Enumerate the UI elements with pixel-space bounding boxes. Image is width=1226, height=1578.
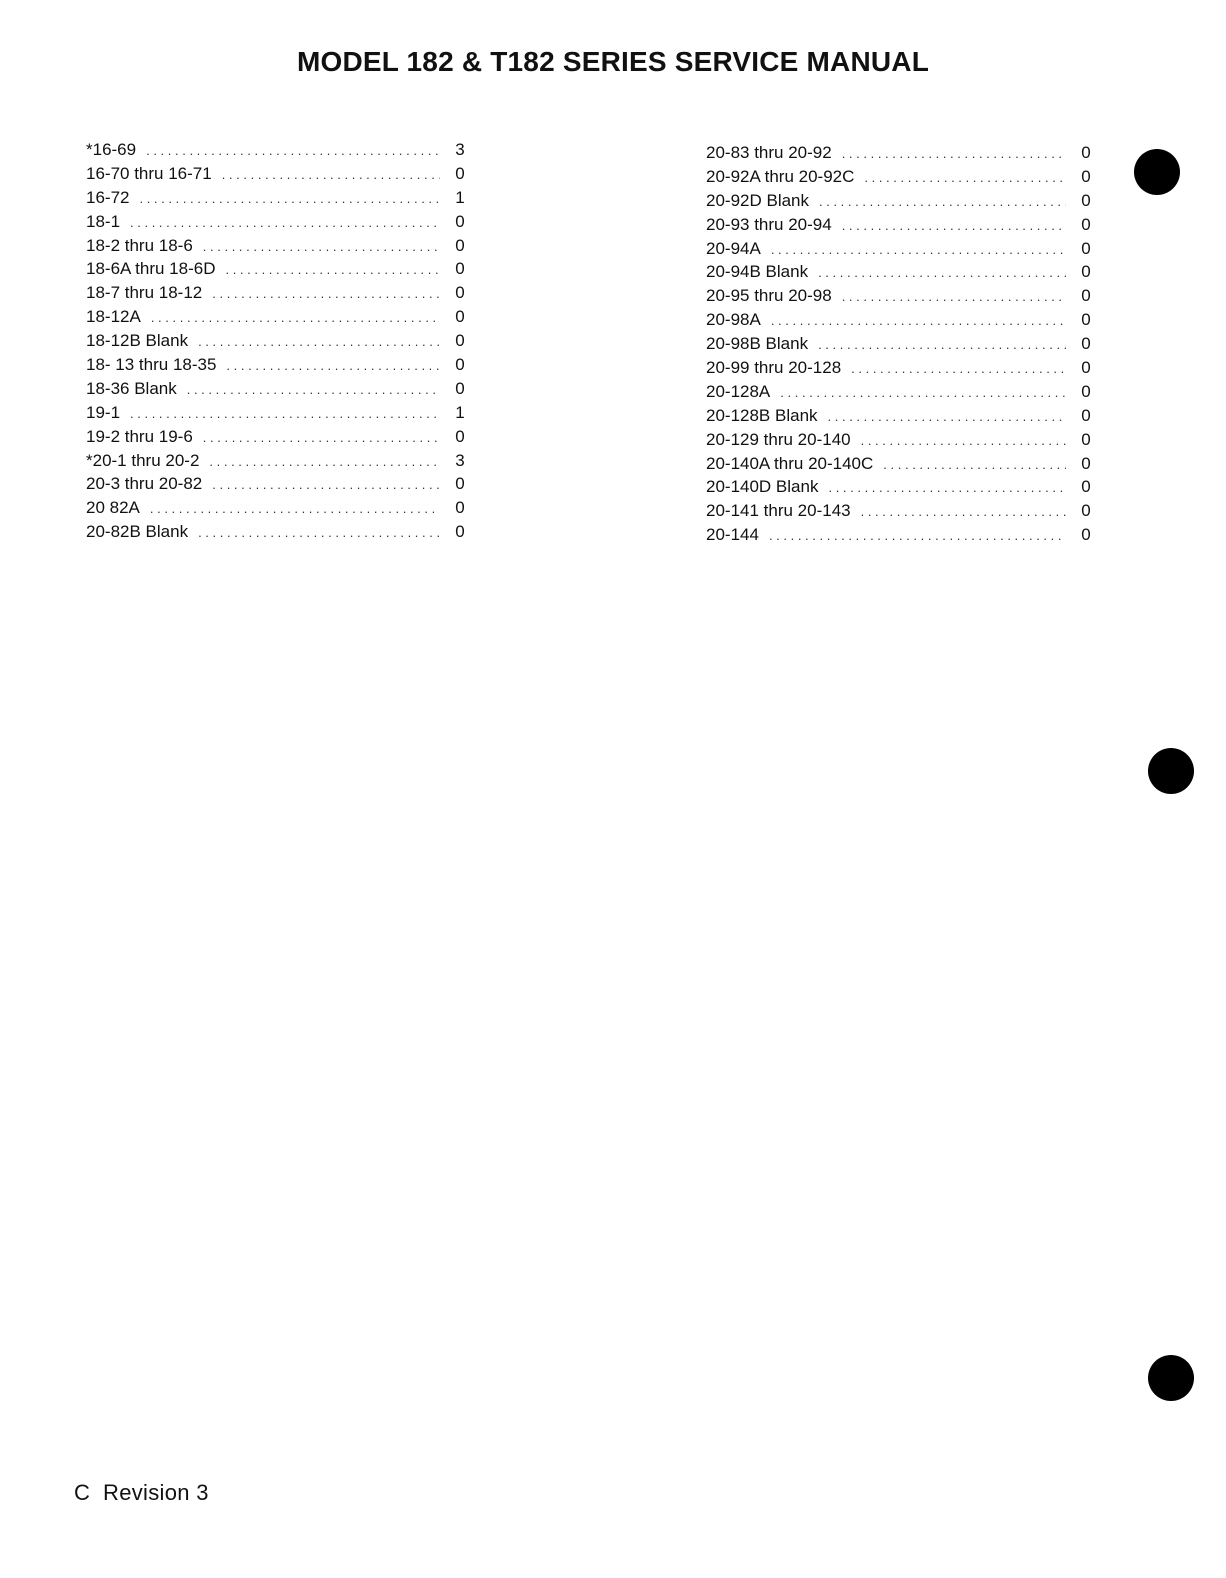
list-item: [706, 310, 1096, 334]
page-number: 20 82A: [86, 498, 140, 518]
revision-number: 0: [1081, 453, 1091, 473]
page-number: 20-83 thru 20-92: [706, 143, 832, 162]
revision-number: 0: [1081, 358, 1091, 378]
revision-number: 0: [455, 331, 465, 351]
list-item: [86, 212, 470, 236]
dot-leader: [203, 239, 440, 254]
list-item: [706, 239, 1096, 263]
page-number: 20-141 thru 20-143: [706, 501, 851, 521]
list-item: [86, 451, 470, 475]
dot-leader: [842, 218, 1066, 233]
list-item: [706, 334, 1096, 358]
revision-number: 0: [455, 474, 465, 494]
page-number: 16-72: [86, 187, 130, 207]
page-number: *20-1 thru 20-2: [86, 450, 200, 470]
dot-leader: [226, 358, 440, 373]
dot-leader: [130, 406, 440, 421]
dot-leader: [187, 382, 440, 397]
page-number: 19-2 thru 19-6: [86, 426, 193, 446]
page-number: 18-1: [86, 211, 121, 231]
dot-leader: [151, 310, 440, 325]
binder-hole-bottom: [1148, 1355, 1194, 1401]
list-item: [706, 215, 1096, 239]
dot-leader: [861, 504, 1066, 519]
left-page-list: [86, 140, 470, 546]
list-item: [706, 525, 1096, 549]
dot-leader: [864, 170, 1066, 185]
page-footer: C Revision 3: [74, 1480, 209, 1505]
list-item: [86, 307, 470, 331]
page-number: 20-93 thru 20-94: [706, 214, 832, 234]
dot-leader: [130, 215, 440, 230]
page-number: 20-98B Blank: [706, 334, 809, 354]
page-number: 18- 13 thru 18-35: [86, 355, 217, 375]
revision-number: 0: [1081, 405, 1091, 425]
revision-number: 0: [455, 355, 465, 375]
list-item: [706, 262, 1096, 286]
dot-leader: [771, 313, 1066, 328]
page-number: 16-70 thru 16-71: [86, 163, 212, 183]
revision-number: 0: [1081, 190, 1091, 210]
dot-leader: [818, 337, 1066, 352]
dot-leader: [842, 146, 1066, 161]
revision-number: 0: [1081, 525, 1091, 545]
page-number: 20-94A: [706, 238, 761, 258]
dot-leader: [139, 191, 440, 206]
list-item: [86, 522, 470, 546]
revision-number: 0: [1081, 286, 1091, 306]
revision-number: 0: [1081, 143, 1091, 162]
list-item: [86, 355, 470, 379]
right-page-list: [706, 143, 1096, 549]
list-item: [706, 382, 1096, 406]
revision-number: 0: [1081, 238, 1091, 258]
dot-leader: [212, 477, 440, 492]
dot-leader: [150, 501, 440, 516]
page-number: 18-6A thru 18-6D: [86, 259, 216, 279]
revision-number: 0: [1081, 214, 1091, 234]
binder-hole-top: [1134, 149, 1180, 195]
revision-number: 3: [455, 450, 465, 470]
list-item: [86, 427, 470, 451]
page-number: 18-12B Blank: [86, 331, 189, 351]
page-number: 20-128B Blank: [706, 405, 818, 425]
list-item: [86, 236, 470, 260]
page-number: 20-92A thru 20-92C: [706, 166, 855, 186]
revision-number: 0: [455, 211, 465, 231]
page-number: 18-7 thru 18-12: [86, 283, 203, 303]
page-number: 19-1: [86, 402, 121, 422]
dot-leader: [861, 433, 1066, 448]
revision-number: 0: [455, 163, 465, 183]
revision-number: 0: [1081, 477, 1091, 497]
dot-leader: [818, 265, 1066, 280]
page-number: 20-140D Blank: [706, 477, 819, 497]
list-item: [706, 167, 1096, 191]
dot-leader: [780, 385, 1066, 400]
page-number: 20-98A: [706, 310, 761, 330]
list-item: [706, 501, 1096, 525]
revision-number: 0: [1081, 262, 1091, 282]
revision-number: 0: [455, 235, 465, 255]
revision-number: 0: [1081, 501, 1091, 521]
list-item: [86, 259, 470, 283]
list-item: [86, 140, 470, 164]
revision-number: 1: [455, 187, 465, 207]
dot-leader: [842, 289, 1066, 304]
revision-number: 3: [455, 140, 465, 159]
dot-leader: [828, 409, 1066, 424]
list-item: [86, 164, 470, 188]
list-item: [706, 406, 1096, 430]
list-item: [86, 403, 470, 427]
binder-hole-middle: [1148, 748, 1194, 794]
page-number: 20-144: [706, 525, 759, 545]
list-item: [86, 379, 470, 403]
dot-leader: [828, 480, 1066, 495]
revision-number: 0: [455, 259, 465, 279]
list-item: [86, 474, 470, 498]
page-number: 18-12A: [86, 307, 141, 327]
revision-number: 0: [1081, 429, 1091, 449]
page-number: 20-128A: [706, 381, 771, 401]
list-item: [86, 188, 470, 212]
dot-leader: [225, 262, 440, 277]
revision-number: 0: [455, 426, 465, 446]
revision-number: 0: [1081, 166, 1091, 186]
page-number: 20-3 thru 20-82: [86, 474, 203, 494]
page-number: 18-36 Blank: [86, 378, 177, 398]
dot-leader: [771, 242, 1066, 257]
page-number: 20-82B Blank: [86, 522, 189, 542]
revision-number: 0: [1081, 310, 1091, 330]
page-number: *16-69: [86, 140, 137, 159]
list-item: [706, 286, 1096, 310]
revision-number: 0: [455, 522, 465, 542]
list-item: [706, 430, 1096, 454]
page-number: 20-140A thru 20-140C: [706, 453, 874, 473]
revision-number: 0: [455, 498, 465, 518]
list-item: [86, 283, 470, 307]
revision-number: 0: [455, 283, 465, 303]
dot-leader: [146, 143, 440, 158]
list-item: [86, 331, 470, 355]
list-item: [706, 358, 1096, 382]
list-item: [706, 477, 1096, 501]
revision-number: 0: [1081, 334, 1091, 354]
page-number: 20-129 thru 20-140: [706, 429, 851, 449]
dot-leader: [769, 528, 1066, 543]
page-number: 18-2 thru 18-6: [86, 235, 193, 255]
page-number: 20-99 thru 20-128: [706, 358, 842, 378]
revision-number: 1: [455, 402, 465, 422]
dot-leader: [212, 286, 440, 301]
list-item: [706, 143, 1096, 167]
list-item: [706, 454, 1096, 478]
revision-number: 0: [1081, 381, 1091, 401]
dot-leader: [203, 430, 440, 445]
page-title: MODEL 182 & T182 SERIES SERVICE MANUAL: [296, 46, 930, 77]
dot-leader: [851, 361, 1066, 376]
dot-leader: [819, 194, 1066, 209]
list-item: [706, 191, 1096, 215]
dot-leader: [222, 167, 440, 182]
page-number: 20-94B Blank: [706, 262, 809, 282]
dot-leader: [198, 334, 440, 349]
page-number: 20-92D Blank: [706, 190, 810, 210]
page-number: 20-95 thru 20-98: [706, 286, 832, 306]
list-item: [86, 498, 470, 522]
dot-leader: [209, 454, 440, 469]
dot-leader: [883, 457, 1066, 472]
revision-number: 0: [455, 378, 465, 398]
revision-number: 0: [455, 307, 465, 327]
dot-leader: [198, 525, 440, 540]
